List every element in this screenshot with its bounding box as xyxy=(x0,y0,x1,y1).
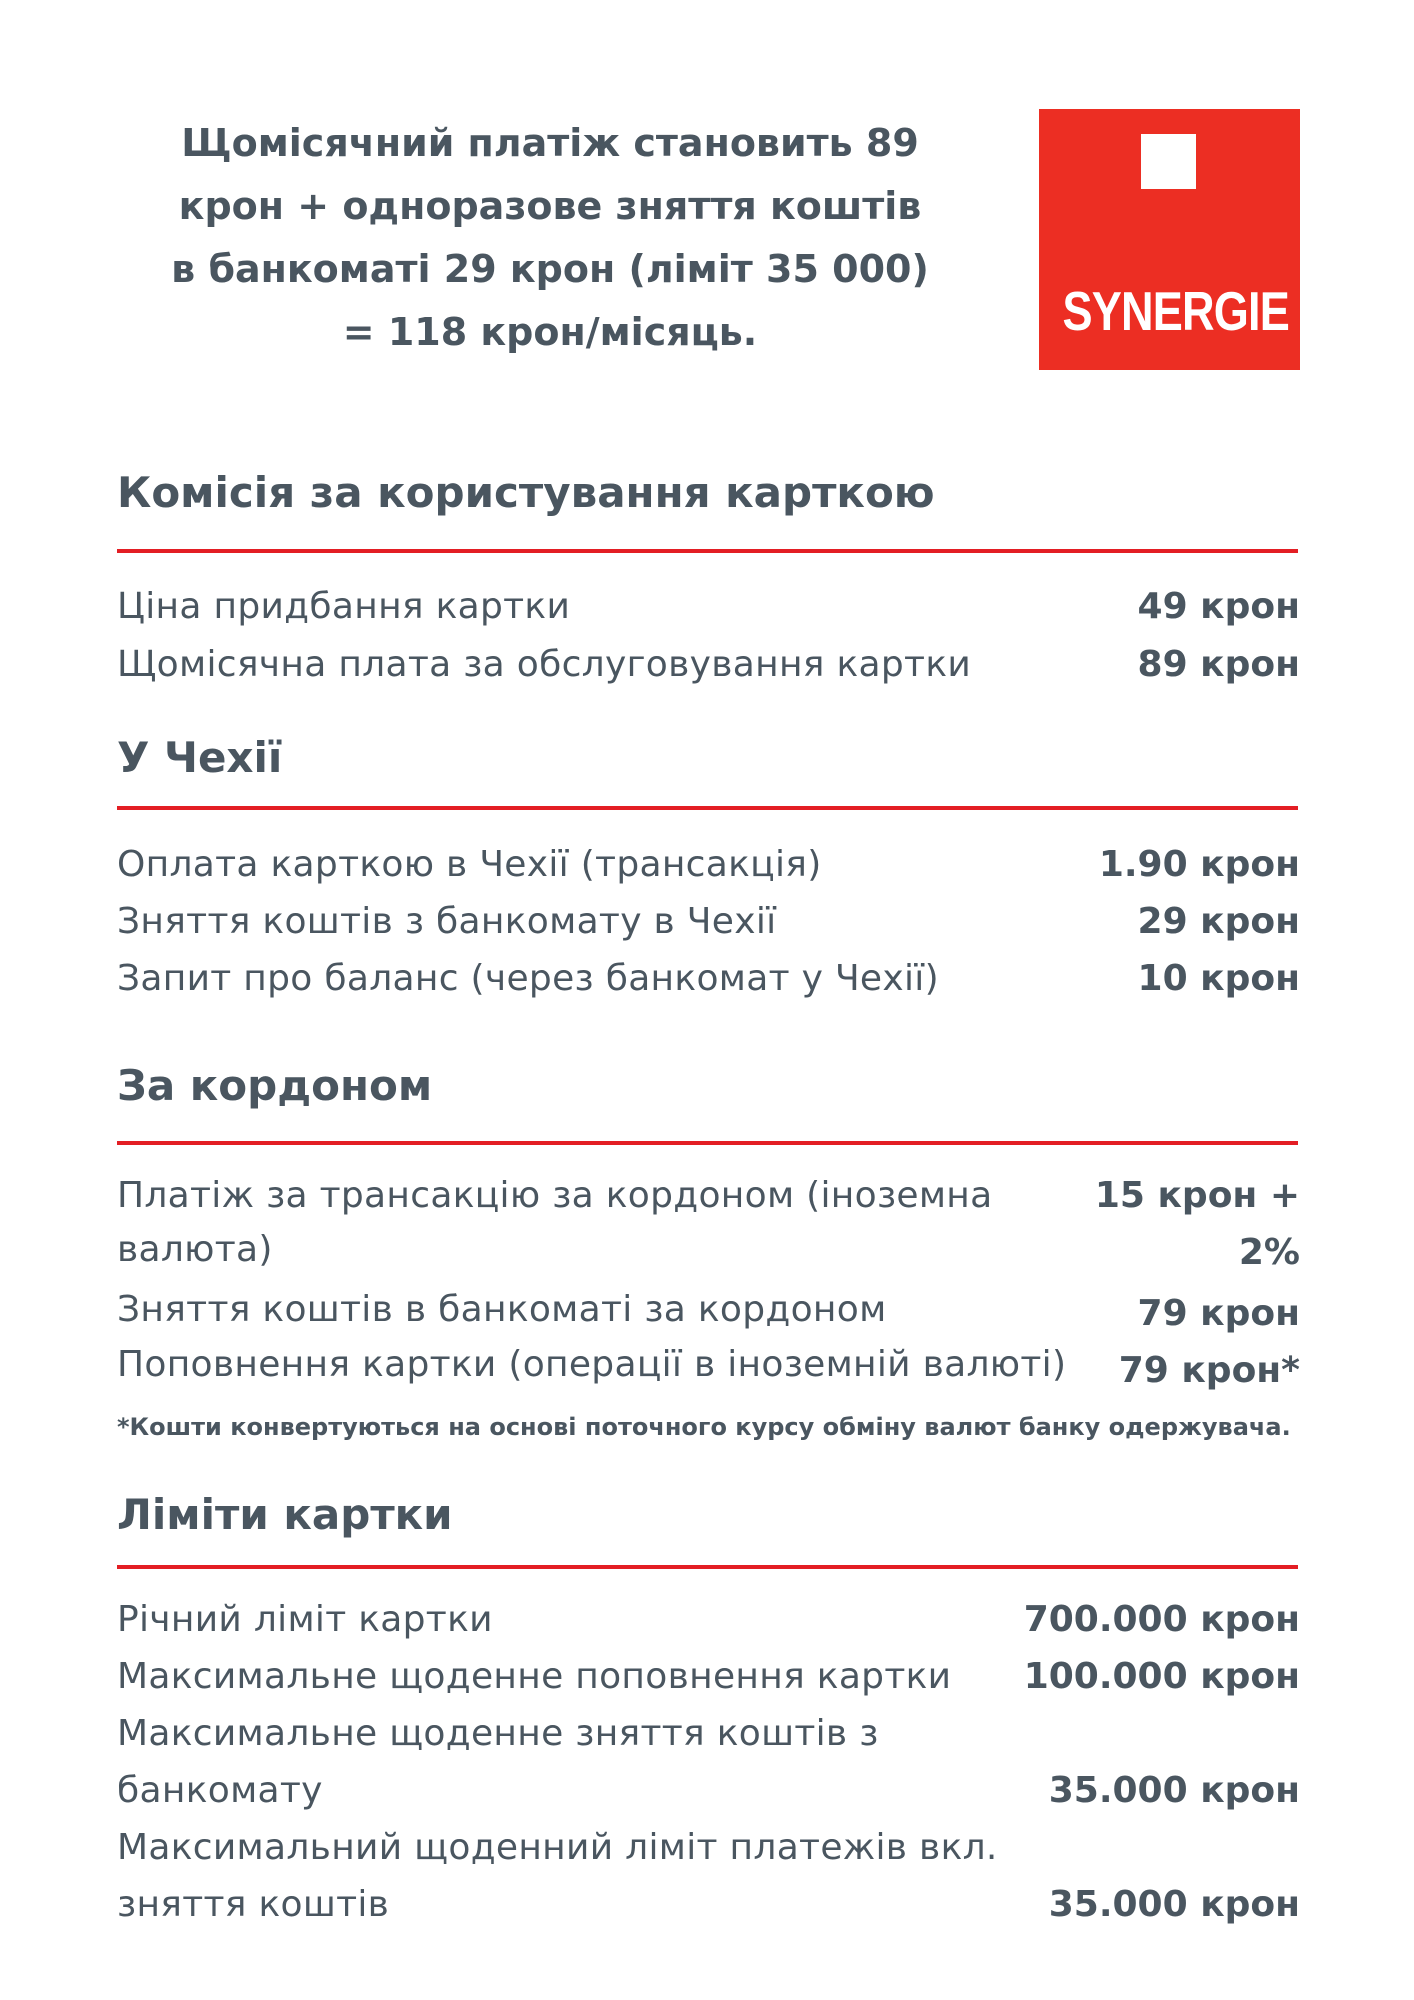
fee-label: Щомісячна плата за обслуговування картки xyxy=(117,644,972,685)
intro-text xyxy=(130,112,970,364)
section-title-czechia: У Чехії xyxy=(117,733,283,782)
fee-value: 29 крон xyxy=(1137,901,1300,942)
fee-value: 10 крон xyxy=(1137,958,1300,999)
fee-label: Ціна придбання картки xyxy=(117,586,571,627)
fee-value: 49 крон xyxy=(1137,586,1300,627)
limit-value: 35.000 крон xyxy=(1048,1884,1300,1925)
limit-label xyxy=(117,1705,879,1819)
limit-label-line: банкомату xyxy=(117,1770,323,1811)
section-title-card-limits: Ліміти картки xyxy=(117,1490,453,1539)
fee-label xyxy=(117,1167,993,1278)
fee-value: 1.90 крон xyxy=(1098,844,1300,885)
fee-label: Зняття коштів з банкомату в Чехії xyxy=(117,901,777,942)
fee-value xyxy=(1095,1167,1300,1281)
limit-label xyxy=(117,1819,998,1933)
logo-square-icon xyxy=(1141,134,1196,189)
fee-label: Зняття коштів в банкоматі за кордоном xyxy=(117,1289,887,1330)
limit-label-line: зняття коштів xyxy=(117,1884,390,1925)
logo-wordmark: SYNERGIE xyxy=(1062,280,1290,342)
fee-label: Оплата карткою в Чехії (трансакція) xyxy=(117,844,822,885)
section-divider xyxy=(117,549,1298,553)
limit-label-line: Максимальний щоденний ліміт платежів вкл. xyxy=(117,1827,998,1868)
fee-label-line: валюта) xyxy=(117,1229,273,1270)
fee-value-line: 2% xyxy=(1238,1232,1300,1273)
fee-value: 79 крон xyxy=(1137,1293,1300,1334)
limit-value: 700.000 крон xyxy=(1023,1599,1300,1640)
fee-value-line: 15 крон + xyxy=(1094,1175,1300,1216)
fee-row xyxy=(117,1167,1300,1281)
section-title-card-fees: Комісія за користування карткою xyxy=(117,468,935,517)
intro-line: крон + одноразове зняття коштів xyxy=(178,184,922,228)
intro-line: в банкоматі 29 крон (ліміт 35 000) xyxy=(171,247,929,291)
limit-label: Річний ліміт картки xyxy=(117,1599,493,1640)
intro-line: Щомісячний платіж становить 89 xyxy=(181,121,919,165)
fee-label: Поповнення картки (операції в іноземній валюті) xyxy=(117,1344,1067,1385)
section-divider xyxy=(117,1565,1298,1569)
fee-value: 89 крон xyxy=(1137,644,1300,685)
section-title-abroad: За кордоном xyxy=(117,1061,433,1110)
limit-label-line: Максимальне щоденне зняття коштів з xyxy=(117,1713,879,1754)
fee-label-line: Платіж за трансакцію за кордоном (іноземна xyxy=(117,1175,993,1216)
limit-row xyxy=(117,1819,1300,1933)
fee-label: Запит про баланс (через банкомат у Чехії) xyxy=(117,958,939,999)
section-divider xyxy=(117,1141,1298,1145)
synergie-logo xyxy=(1039,109,1300,370)
limit-label: Максимальне щоденне поповнення картки xyxy=(117,1656,952,1697)
fee-value: 79 крон* xyxy=(1118,1350,1300,1391)
limit-row xyxy=(117,1705,1300,1819)
limit-value: 100.000 крон xyxy=(1023,1656,1300,1697)
intro-line: = 118 крон/місяць. xyxy=(342,310,758,354)
section-divider xyxy=(117,806,1298,810)
limit-value: 35.000 крон xyxy=(1048,1770,1300,1811)
footnote: *Кошти конвертуються на основі поточного курсу обміну валют банку одержувача. xyxy=(117,1413,1291,1441)
